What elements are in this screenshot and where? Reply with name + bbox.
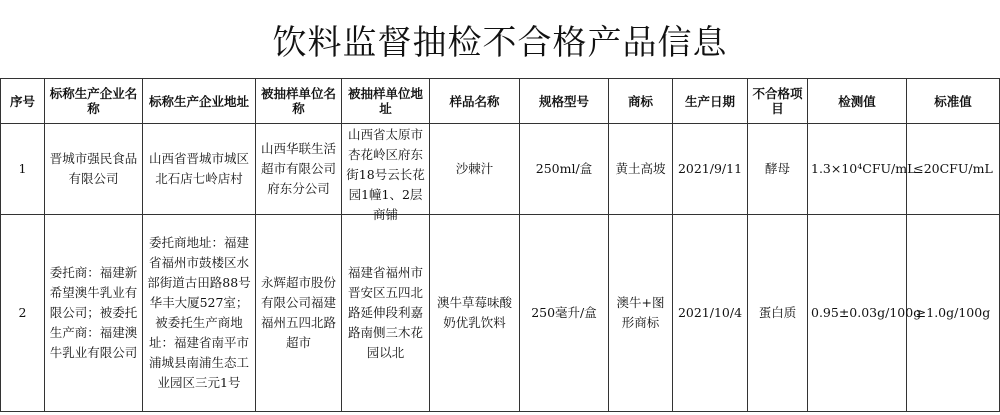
header-row bbox=[1, 79, 1000, 124]
cell-standard: ≥1.0g/100g bbox=[907, 215, 1000, 412]
header-date: 生产日期 bbox=[673, 79, 748, 124]
header-manufacturer-address: 标称生产企业地址 bbox=[143, 79, 256, 124]
cell-item: 蛋白质 bbox=[748, 215, 808, 412]
header-measured: 检测值 bbox=[808, 79, 907, 124]
cell-item: 酵母 bbox=[748, 124, 808, 215]
page-title: 饮料监督抽检不合格产品信息 bbox=[272, 22, 728, 63]
cell-sampled-unit: 永辉超市股份有限公司福建福州五四北路超市 bbox=[256, 215, 342, 412]
cell-manufacturer: 委托商：福建新希望澳牛乳业有限公司；被委托生产商：福建澳牛乳业有限公司 bbox=[45, 215, 143, 412]
cell-brand: 黄土高坡 bbox=[609, 124, 673, 215]
header-sampled-address: 被抽样单位地址 bbox=[342, 79, 430, 124]
cell-sampled-address-text: 山西省太原市杏花岭区府东街18号云长花园1幢1、2层商铺 bbox=[346, 127, 425, 222]
header-spec: 规格型号 bbox=[520, 79, 609, 124]
cell-measured: 1.3×10⁴CFU/mL bbox=[808, 124, 907, 215]
header-sampled-unit: 被抽样单位名称 bbox=[256, 79, 342, 124]
header-sample-name: 样品名称 bbox=[430, 79, 520, 124]
cell-manufacturer-address: 山西省晋城市城区北石店七岭店村 bbox=[143, 124, 256, 215]
table-row bbox=[1, 124, 1000, 215]
cell-date: 2021/9/11 bbox=[673, 124, 748, 215]
nonconforming-products-table bbox=[0, 78, 1000, 412]
cell-spec: 250毫升/盒 bbox=[520, 215, 609, 412]
cell-brand: 澳牛+图形商标 bbox=[609, 215, 673, 412]
cell-manufacturer-address: 委托商地址：福建省福州市鼓楼区水部街道古田路88号华丰大厦527室；被委托生产商地址：福建省南平市浦城县南浦生态工业园区三元1号 bbox=[143, 215, 256, 412]
table-row bbox=[1, 215, 1000, 412]
cell-manufacturer: 晋城市强民食品有限公司 bbox=[45, 124, 143, 215]
cell-standard: ≤20CFU/mL bbox=[907, 124, 1000, 215]
header-item: 不合格项目 bbox=[748, 79, 808, 124]
cell-spec: 250ml/盒 bbox=[520, 124, 609, 215]
cell-date: 2021/10/4 bbox=[673, 215, 748, 412]
cell-sampled-address: 福建省福州市晋安区五四北路延伸段利嘉路南侧三木花园以北 bbox=[342, 215, 430, 412]
cell-sample-name: 澳牛草莓味酸奶优乳饮料 bbox=[430, 215, 520, 412]
cell-sample-name: 沙棘汁 bbox=[430, 124, 520, 215]
cell-seq: 1 bbox=[1, 124, 45, 215]
header-seq: 序号 bbox=[1, 79, 45, 124]
header-standard: 标准值 bbox=[907, 79, 1000, 124]
cell-measured: 0.95±0.03g/100g bbox=[808, 215, 907, 412]
cell-seq: 2 bbox=[1, 215, 45, 412]
header-manufacturer: 标称生产企业名称 bbox=[45, 79, 143, 124]
cell-sampled-unit: 山西华联生活超市有限公司府东分公司 bbox=[256, 124, 342, 215]
header-brand: 商标 bbox=[609, 79, 673, 124]
cell-sampled-address bbox=[342, 124, 430, 222]
